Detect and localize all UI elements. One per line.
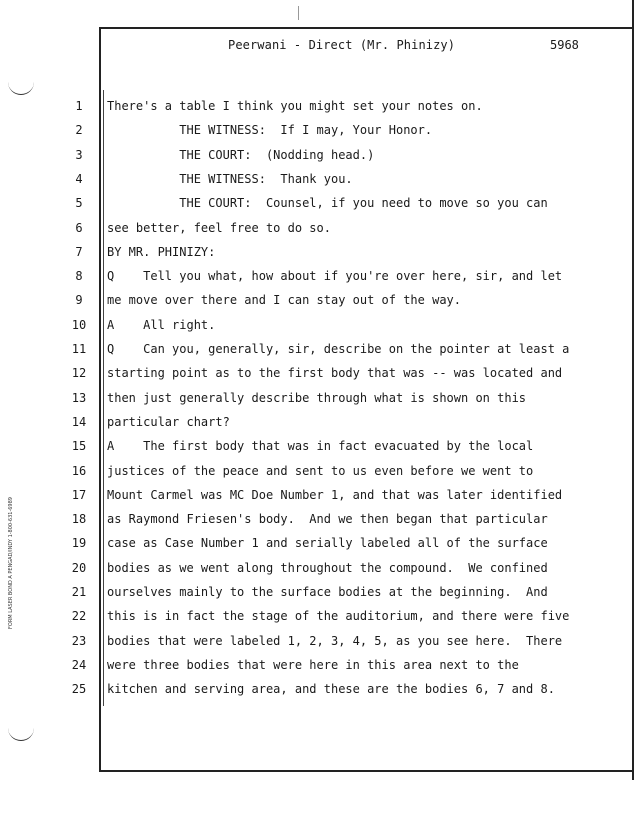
line-text: A All right.	[107, 317, 216, 332]
line-text: Mount Carmel was MC Doe Number 1, and that was later identified	[107, 487, 563, 502]
line-number: 24	[71, 657, 87, 672]
line-number: 13	[71, 390, 87, 405]
line-text: particular chart?	[107, 414, 230, 429]
line-number: 7	[75, 244, 83, 259]
line-number: 2	[75, 123, 83, 138]
line-text: this is in fact the stage of the auditorium, and there were five	[107, 609, 570, 624]
line-text: were three bodies that were here in this area next to the	[107, 657, 519, 672]
line-text: as Raymond Friesen's body. And we then began that particular	[107, 512, 548, 527]
line-number: 6	[75, 220, 83, 235]
form-vendor-text: FORM LASER BOND A PENGAD/INDY 1-800-631-6989	[8, 497, 14, 629]
line-text: bodies as we went along throughout the compound. We confined	[107, 560, 548, 575]
line-number: 1	[75, 99, 83, 113]
line-text: case as Case Number 1 and serially labeled all of the surface	[107, 536, 548, 551]
frame-left-border	[99, 27, 101, 771]
page-header-title: Peerwani - Direct (Mr. Phinizy)	[228, 38, 456, 52]
line-number: 17	[71, 487, 87, 502]
margin-rule-line	[103, 90, 104, 706]
line-number: 8	[75, 269, 83, 284]
top-tick-mark	[298, 6, 299, 20]
line-number: 21	[71, 585, 87, 599]
line-number: 9	[75, 293, 83, 308]
line-number: 18	[71, 512, 87, 527]
line-text: BY MR. PHINIZY:	[107, 244, 216, 259]
line-text: justices of the peace and sent to us even before we went to	[107, 463, 534, 478]
line-number: 22	[71, 609, 87, 624]
line-text: ourselves mainly to the surface bodies at the beginning. And	[107, 585, 548, 599]
line-text: Q Tell you what, how about if you're over here, sir, and let	[107, 269, 563, 284]
line-text: see better, feel free to do so.	[107, 220, 331, 235]
page-number: 5968	[550, 38, 579, 52]
line-number: 5	[75, 196, 83, 211]
line-text: THE WITNESS: If I may, Your Honor.	[107, 123, 433, 138]
punch-hole-mark-top	[8, 80, 34, 95]
line-number: 20	[71, 560, 87, 575]
line-number: 11	[71, 342, 87, 356]
line-number: 3	[75, 147, 83, 162]
line-number: 15	[71, 439, 87, 454]
line-number: 14	[71, 414, 87, 429]
line-text: There's a table I think you might set your notes on.	[107, 99, 483, 113]
line-number: 23	[71, 633, 87, 648]
frame-right-border	[632, 0, 634, 780]
line-text: me move over there and I can stay out of the way.	[107, 293, 462, 308]
line-text: then just generally describe through what is shown on this	[107, 390, 527, 405]
line-text: THE WITNESS: Thank you.	[107, 171, 353, 186]
line-number: 12	[71, 366, 87, 381]
frame-top-border	[99, 27, 634, 29]
line-number: 16	[71, 463, 87, 478]
line-text: THE COURT: (Nodding head.)	[107, 147, 375, 162]
line-text: A The first body that was in fact evacuated by the local	[107, 439, 534, 454]
line-number: 25	[71, 682, 87, 697]
line-number: 4	[75, 171, 83, 186]
line-text: bodies that were labeled 1, 2, 3, 4, 5, as you see here. There	[107, 633, 563, 648]
line-text: THE COURT: Counsel, if you need to move so you can	[107, 196, 548, 211]
line-text: starting point as to the first body that was -- was located and	[107, 366, 563, 381]
line-text: kitchen and serving area, and these are the bodies 6, 7 and 8.	[107, 682, 555, 697]
line-number: 10	[71, 317, 87, 332]
frame-bottom-border	[99, 770, 634, 772]
punch-hole-mark-bottom	[8, 726, 34, 741]
line-text: Q Can you, generally, sir, describe on the pointer at least a	[107, 342, 570, 356]
line-number: 19	[71, 536, 87, 551]
